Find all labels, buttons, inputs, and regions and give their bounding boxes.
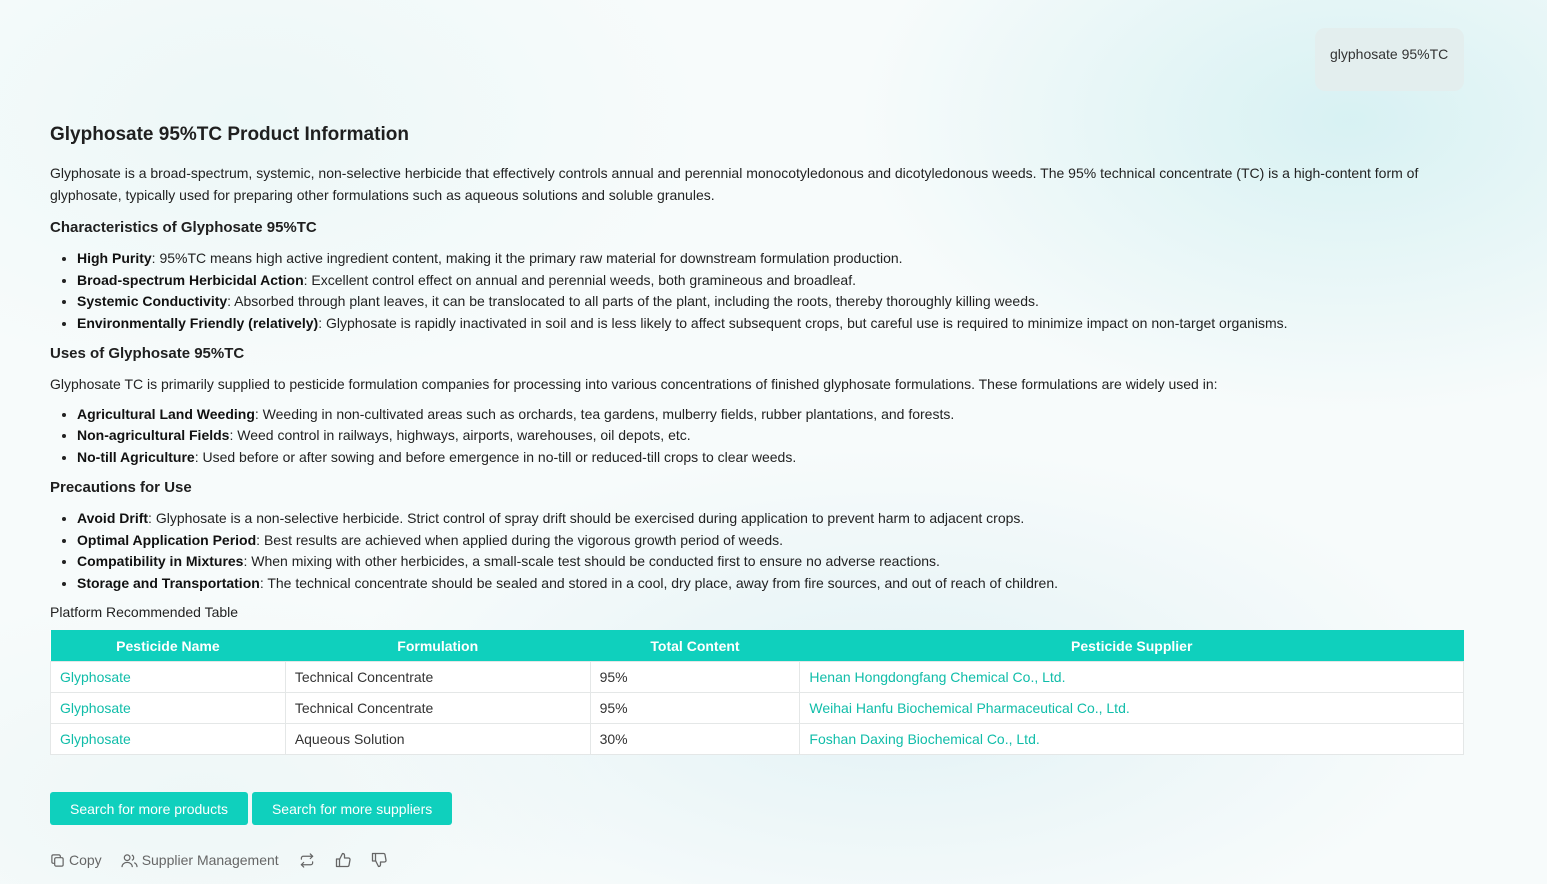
pesticide-name-link[interactable]: Glyphosate	[51, 662, 286, 693]
thumbs-up-icon	[335, 852, 351, 868]
list-item-text: : Weed control in railways, highways, airports, warehouses, oil depots, etc.	[229, 427, 691, 443]
list-item	[77, 404, 1464, 426]
list-item-text: : Best results are achieved when applied during the vigorous growth period of weeds.	[256, 531, 784, 548]
uses-heading: Uses of Glyphosate 95%TC	[50, 345, 245, 362]
list-item	[77, 270, 1464, 292]
pesticide-name-link[interactable]: Glyphosate	[51, 693, 286, 724]
list-item-text: : The technical concentrate should be sealed and stored in a cool, dry place, away from fire sources, and out of reach of children.	[259, 574, 1059, 591]
list-item-term: Systemic Conductivity	[77, 293, 228, 309]
list-item-term: Broad-spectrum Herbicidal Action	[77, 271, 304, 288]
list-item-term: Environmentally Friendly (relatively)	[77, 314, 319, 331]
list-item	[77, 313, 1464, 335]
table-row	[51, 662, 1464, 693]
list-item-text: : Used before or after sowing and before emergence in no-till or reduced-till crops to clear weeds.	[194, 448, 797, 465]
intro-paragraph: Glyphosate is a broad-spectrum, systemic, non-selective herbicide that effectively controls annual and perennial monocotyledonous and dicotyledonous weeds. The 95% technical concentrate (TC) is a high-content form of glyphosate, typically used for preparing other formulations such as aqueous solutions and soluble granules.	[50, 165, 1419, 203]
list-item-text: : Absorbed through plant leaves, it can be translocated to all parts of the plant, including the roots, thereby thoroughly killing weeds.	[227, 293, 1039, 309]
column-header-formulation: Formulation	[285, 630, 590, 662]
list-item	[77, 530, 1464, 552]
regenerate-icon	[299, 853, 315, 868]
supplier-management-label: Supplier Management	[141, 852, 279, 868]
list-item	[77, 551, 1464, 573]
list-item	[77, 573, 1464, 595]
search-more-products-button[interactable]: Search for more products	[50, 792, 248, 825]
supplier-management-button[interactable]	[121, 852, 279, 868]
table-header-row	[51, 630, 1464, 662]
list-item	[77, 425, 1464, 447]
thumbs-up-button[interactable]	[335, 852, 351, 868]
uses-list	[50, 404, 1464, 469]
supplier-link[interactable]: Foshan Daxing Biochemical Co., Ltd.	[800, 724, 1464, 755]
list-item-term: No-till Agriculture	[77, 448, 195, 465]
pesticide-name-link[interactable]: Glyphosate	[51, 724, 286, 755]
list-item	[77, 291, 1464, 313]
list-item-term: High Purity	[77, 250, 152, 266]
message-action-bar	[50, 852, 387, 868]
table-row	[51, 693, 1464, 724]
precautions-heading: Precautions for Use	[50, 479, 192, 496]
characteristics-list	[50, 248, 1464, 334]
copy-button[interactable]	[50, 852, 102, 868]
list-item-term: Avoid Drift	[77, 510, 149, 526]
table-title: Platform Recommended Table	[50, 604, 239, 620]
total-content-cell: 95%	[590, 662, 800, 693]
list-item-term: Compatibility in Mixtures	[77, 553, 244, 569]
search-buttons	[50, 792, 452, 825]
characteristics-heading: Characteristics of Glyphosate 95%TC	[50, 219, 317, 236]
user-query-bubble	[1315, 28, 1464, 91]
list-item-text: : Glyphosate is rapidly inactivated in soil and is less likely to affect subsequent crops, but careful use is required to minimize impact on non-target organisms.	[318, 314, 1288, 331]
table-row	[51, 724, 1464, 755]
formulation-cell: Technical Concentrate	[285, 693, 590, 724]
supplier-link[interactable]: Henan Hongdongfang Chemical Co., Ltd.	[800, 662, 1464, 693]
list-item	[77, 447, 1464, 469]
total-content-cell: 30%	[590, 724, 800, 755]
column-header-pesticide-supplier: Pesticide Supplier	[800, 630, 1464, 662]
list-item-text: : Excellent control effect on annual and perennial weeds, both gramineous and broadleaf.	[303, 271, 856, 288]
thumbs-down-icon	[371, 852, 387, 868]
thumbs-down-button[interactable]	[371, 852, 387, 868]
uses-intro: Glyphosate TC is primarily supplied to pesticide formulation companies for processing into various concentrations of finished glyphosate formulations. These formulations are widely used in:	[50, 376, 1218, 392]
list-item-term: Optimal Application Period	[77, 531, 257, 548]
list-item-text: : 95%TC means high active ingredient content, making it the primary raw material for downstream formulation production.	[151, 250, 903, 266]
list-item-term: Non-agricultural Fields	[77, 427, 230, 443]
list-item-text: : Glyphosate is a non-selective herbicide. Strict control of spray drift should be exercised during application to prevent harm to adjacent crops.	[148, 510, 1025, 526]
total-content-cell: 95%	[590, 693, 800, 724]
formulation-cell: Aqueous Solution	[285, 724, 590, 755]
user-query-text: glyphosate 95%TC	[1330, 46, 1449, 62]
answer-content	[50, 122, 1464, 755]
list-item-term: Storage and Transportation	[77, 574, 260, 591]
search-more-suppliers-button[interactable]: Search for more suppliers	[252, 792, 452, 825]
users-icon	[121, 853, 138, 868]
answer-title: Glyphosate 95%TC Product Information	[50, 124, 409, 145]
column-header-total-content: Total Content	[590, 630, 800, 662]
recommended-table	[50, 630, 1464, 755]
supplier-link[interactable]: Weihai Hanfu Biochemical Pharmaceutical Co., Ltd.	[800, 693, 1464, 724]
precautions-list	[50, 508, 1464, 594]
copy-label: Copy	[69, 852, 102, 868]
list-item	[77, 508, 1464, 530]
list-item	[77, 248, 1464, 270]
list-item-text: : When mixing with other herbicides, a small-scale test should be conducted first to ensure no adverse reactions.	[243, 553, 940, 569]
formulation-cell: Technical Concentrate	[285, 662, 590, 693]
list-item-text: : Weeding in non-cultivated areas such as orchards, tea gardens, mulberry fields, rubber plantations, and forests.	[254, 405, 955, 422]
regenerate-button[interactable]	[299, 853, 315, 868]
list-item-term: Agricultural Land Weeding	[77, 405, 255, 422]
column-header-pesticide-name: Pesticide Name	[51, 630, 286, 662]
copy-icon	[50, 853, 65, 868]
